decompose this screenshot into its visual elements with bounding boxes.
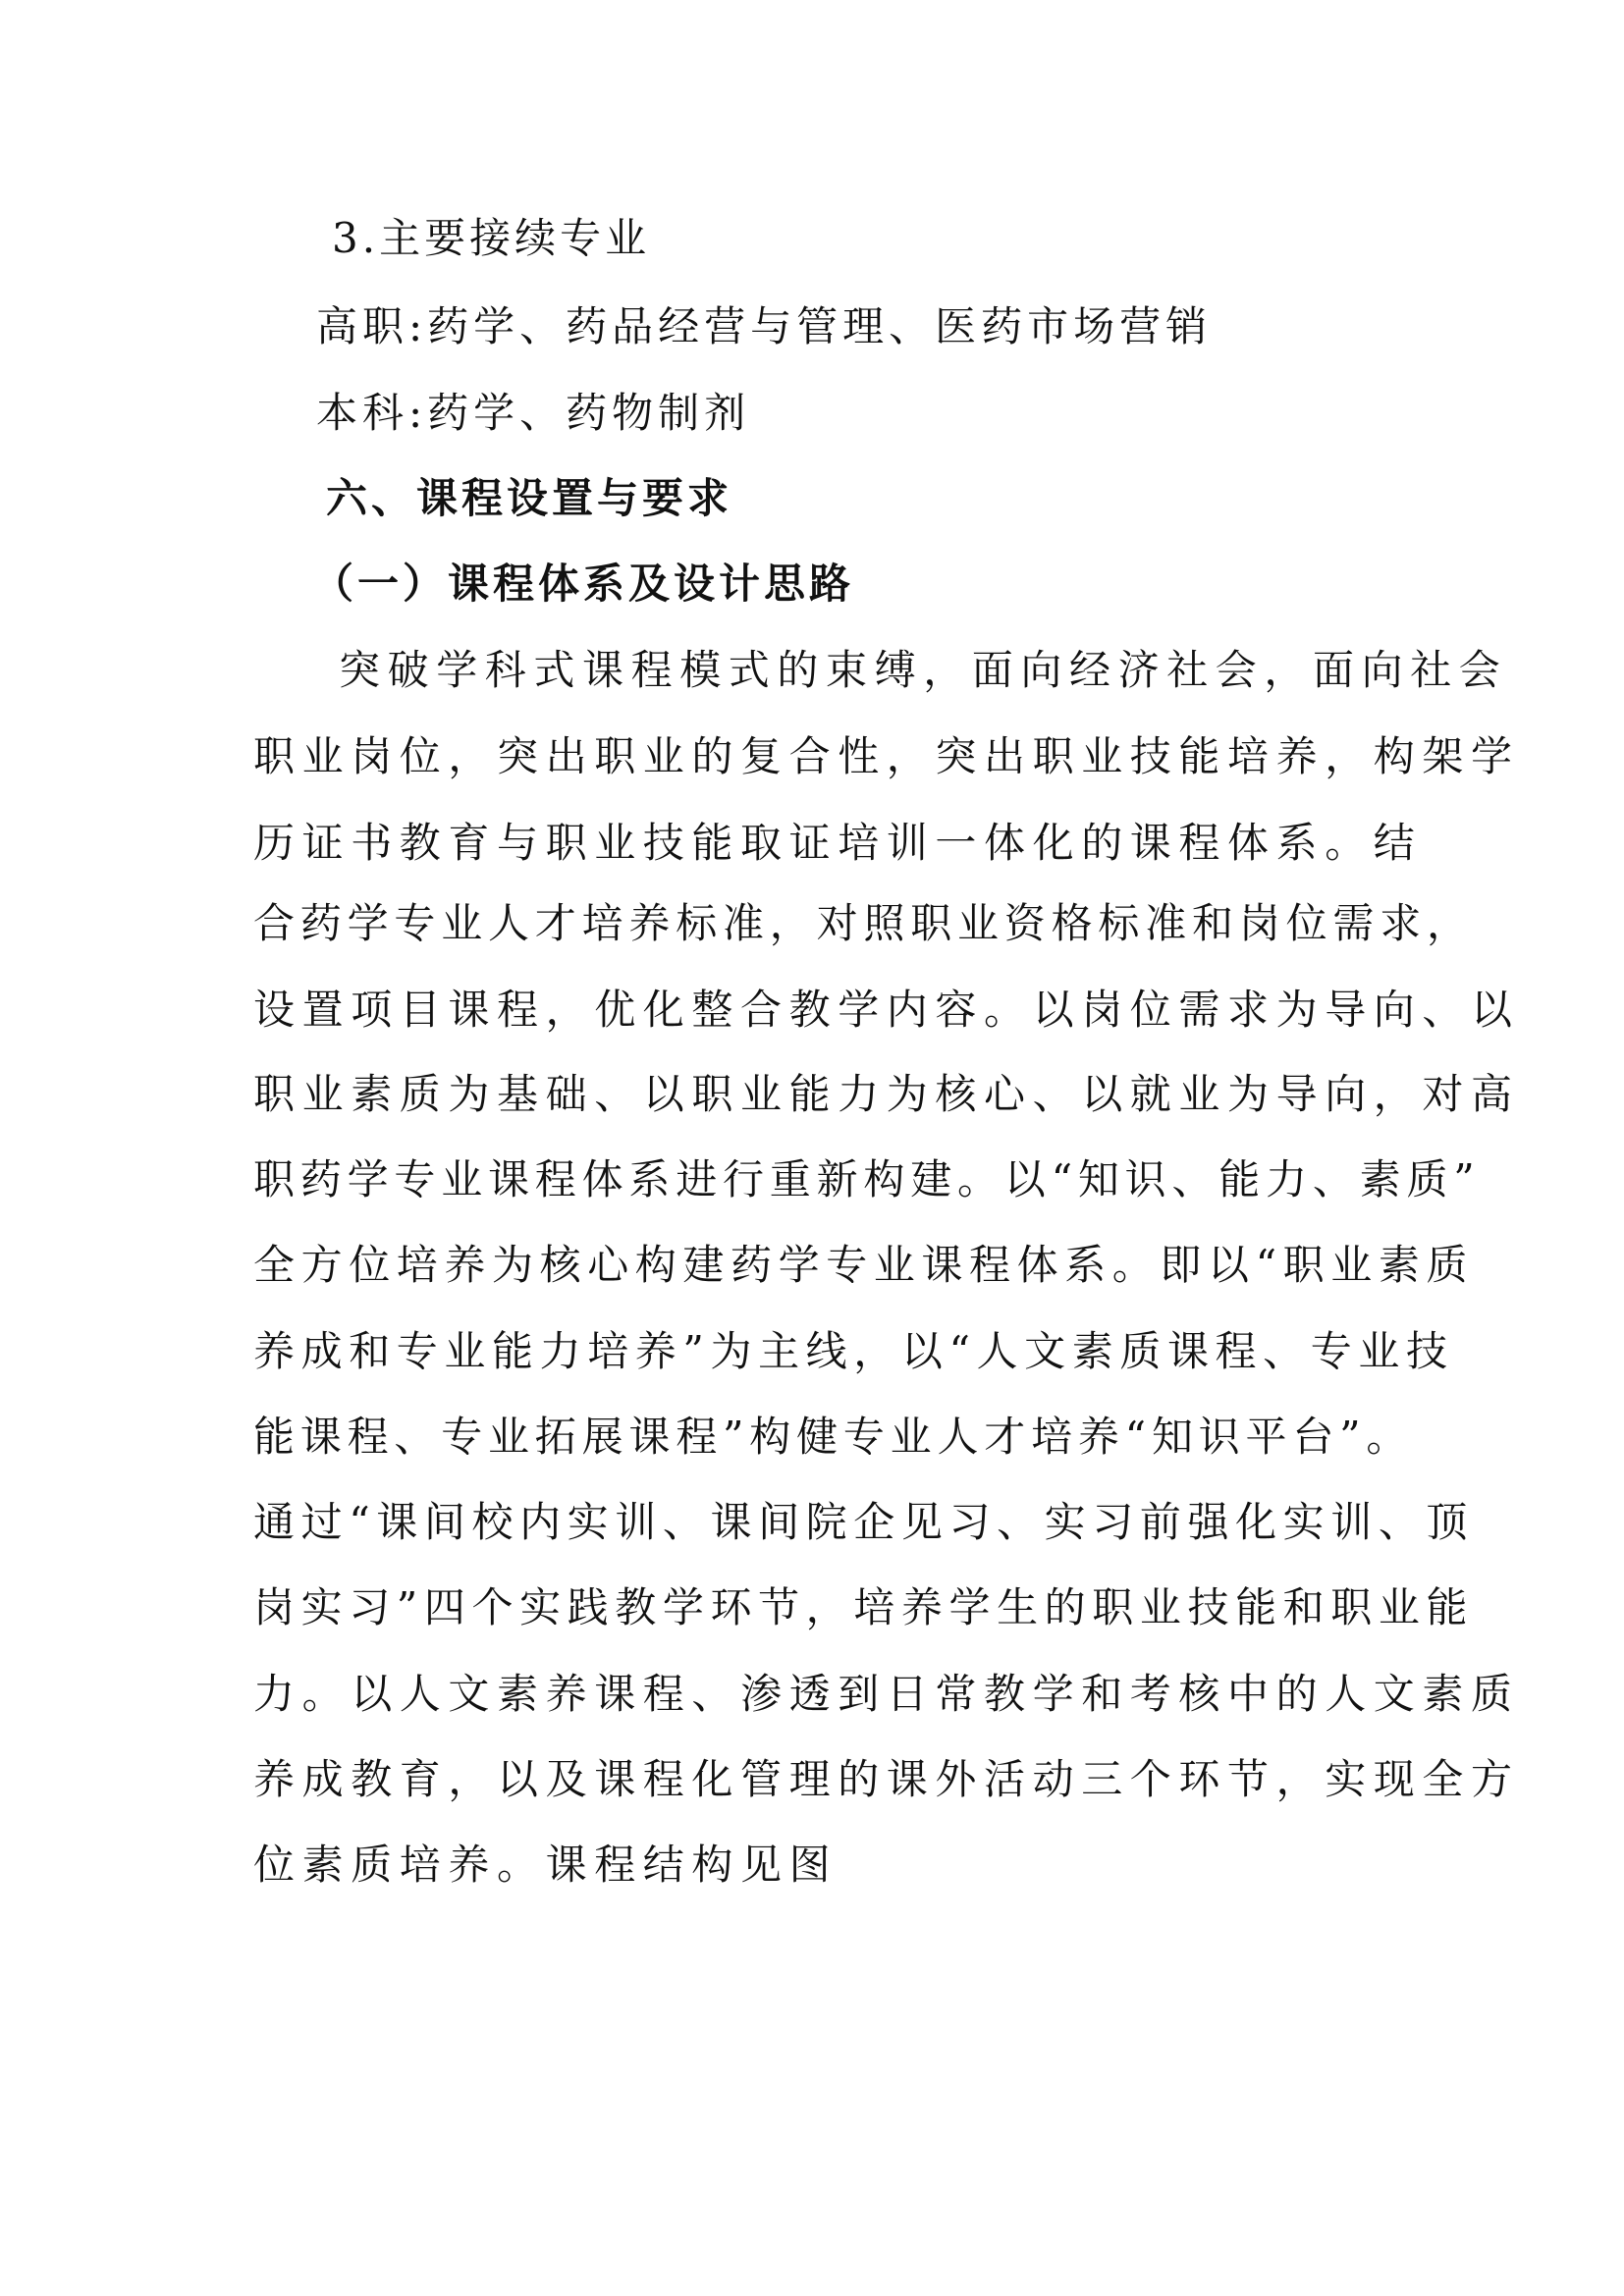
paragraph-line: 养成和专业能力培养”为主线，以“人文素质课程、专业技 bbox=[253, 1327, 1454, 1375]
paragraph-line: 位素质培养。课程结构见图 bbox=[253, 1841, 839, 1889]
paragraph-line: 能课程、专业拓展课程”构健专业人才培养“知识平台”。 bbox=[253, 1413, 1414, 1461]
paragraph-line: 力。以人文素养课程、渗透到日常教学和考核中的人文素质 bbox=[253, 1670, 1520, 1718]
paragraph-line: 职业素质为基础、以职业能力为核心、以就业为导向，对高 bbox=[253, 1070, 1520, 1118]
section-heading-continuing-majors: 3.主要接续专业 bbox=[332, 214, 651, 262]
paragraph-line: 职药学专业课程体系进行重新构建。以“知识、能力、素质” bbox=[253, 1155, 1481, 1203]
paragraph-line: 通过“课间校内实训、课间院企见习、实习前强化实训、顶 bbox=[253, 1498, 1475, 1546]
paragraph-line: 全方位培养为核心构建药学专业课程体系。即以“职业素质 bbox=[253, 1241, 1475, 1289]
paragraph-line: 突破学科式课程模式的束缚，面向经济社会，面向社会 bbox=[339, 646, 1508, 694]
higher-vocational-line: 高职:药学、药品经营与管理、医药市场营销 bbox=[316, 302, 1213, 350]
paragraph-line: 历证书教育与职业技能取证培训一体化的课程体系。结 bbox=[253, 819, 1423, 867]
undergraduate-line: 本科:药学、药物制剂 bbox=[316, 389, 751, 437]
paragraph-line: 养成教育，以及课程化管理的课外活动三个环节，实现全方 bbox=[253, 1755, 1520, 1803]
paragraph-line: 职业岗位，突出职业的复合性，突出职业技能培养，构架学 bbox=[253, 732, 1520, 780]
paragraph-line: 合药学专业人才培养标准，对照职业资格标准和岗位需求， bbox=[253, 899, 1474, 947]
subsection-heading-curriculum-system: （一）课程体系及设计思路 bbox=[312, 560, 855, 608]
paragraph-line: 岗实习”四个实践教学环节，培养学生的职业技能和职业能 bbox=[253, 1583, 1475, 1631]
paragraph-line: 设置项目课程，优化整合教学内容。以岗位需求为导向、以 bbox=[253, 986, 1520, 1034]
section-heading-curriculum: 六、课程设置与要求 bbox=[326, 474, 733, 522]
